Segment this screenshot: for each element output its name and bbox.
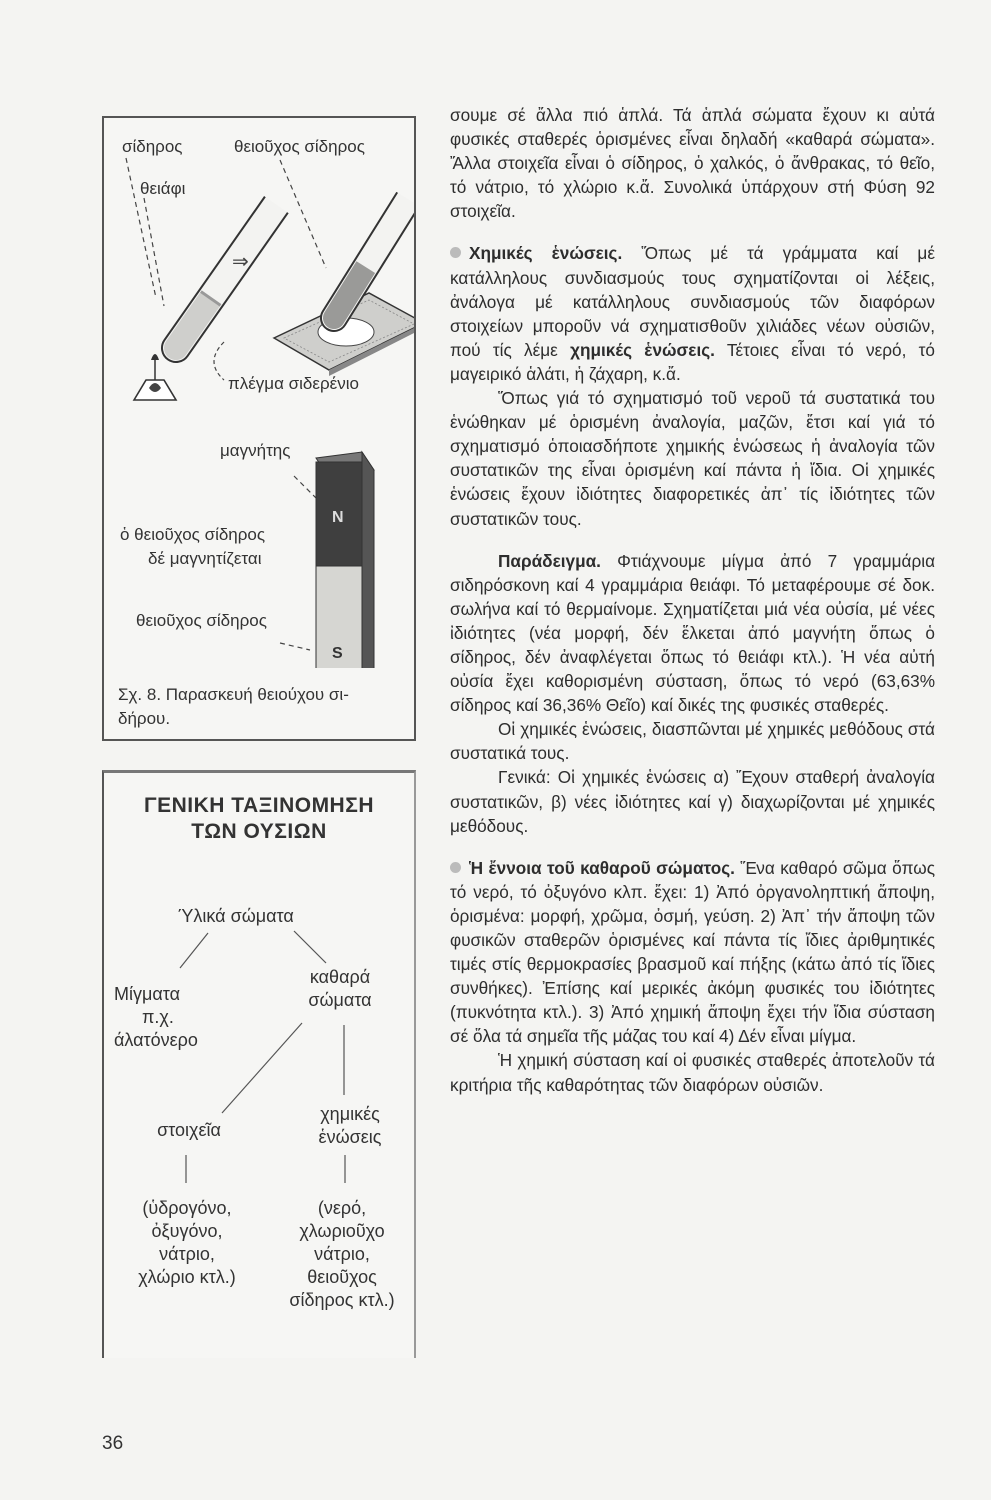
label-iron: σίδηρος [122, 137, 183, 156]
label-iron-sulfide-top: θειοῦχος σίδηρος [234, 137, 365, 156]
text-column [450, 103, 935, 1097]
elements-examples: (ὑδρογόνο, ὀξυγόνο, νάτριο, χλώριο κτλ.) [138, 1198, 236, 1287]
test-tube-illustration [104, 118, 414, 418]
heading-pure-body: Ἡ ἔννοια τοῦ καθαροῦ σώματος. [469, 857, 735, 878]
compounds-node: χημικές ἑνώσεις [318, 1104, 382, 1147]
label-not-magnetized-2: δέ μαγνητίζεται [148, 549, 262, 568]
bullet-icon [450, 247, 461, 258]
mixtures-node: Μίγματα π.χ. άλατόνερο [114, 984, 198, 1050]
pure-bodies-node: καθαρά σώματα [308, 967, 372, 1010]
figure-8-box [102, 116, 416, 741]
label-magnet: μαγνήτης [220, 441, 291, 460]
magnet-illustration [104, 428, 414, 668]
paragraph-general: Γενικά: Οἱ χημικές ἑνώσεις α) Ἔχουν σταθερή ἀναλογία συστατικῶν, β) νέες ἰδιότητες καί γ) διαχωρίζονται μέ χημικές μεθόδους. [450, 767, 935, 836]
label-not-magnetized-1: ὁ θειοῦχος σίδηρος [120, 525, 266, 544]
title-line-1: ΓΕΝΙΚΗ ΤΑΞΙΝΟΜΗΣΗ [143, 794, 374, 817]
paragraph-pure-body: Ἡ ἔννοια τοῦ καθαροῦ σώματος. Ἕνα καθαρό σῶμα ὅπως τό νερό, τό ὀξυγόνο κλπ. ἔχει: 1) Ἀπό ὀργανοληπτική ἄποψη, ὁρισμένα: μορφή, χρῶμα, ὀσμή, γεύση. 2) Ἀπ᾿ τήν ἄποψη τῶν φυσικῶν σταθερῶν ὁρισμένες καί πάντα τίς ἴδιες ἀριθμητικές τιμές στίς θερμοκρασίες βρασμοῦ καί πήξης (κάτω ἀπό τίς ἴδιες συνθήκες). Ἐπίσης καί μερικές ἀκόμη φυσικές του ἰδιότητες (πυκνότητα κτλ.). 3) Ἀπό χημική ἄποψη ἔχει τήν ἴδια σύσταση σέ ὅλα τά σημεῖα τῆς μάζας του καί 4) Δέν εἶναι μίγμα. [450, 857, 935, 1047]
paragraph-criteria: Ἡ χημική σύσταση καί οἱ φυσικές σταθερές ἀποτελοῦν τά κριτήρια τῆς καθαρότητας τῶν διαφόρων οὐσιῶν. [450, 1050, 935, 1095]
paragraph-compounds: Χημικές ἑνώσεις. Ὅπως μέ τά γράμματα καί μέ κατάλληλους συνδιασμούς τους σχηματίζονται οἱ λέξεις, ἀνάλογα μέ κατάλληλους συνδιασμούς τῶν διαφόρων στοιχείων μποροῦν νά σχηματισθοῦν χιλιάδες νέων οὐσιῶν, πού τίς λέμε χημικές ἑνώσεις. Τέτοιες εἶναι τό νερό, τό μαγειρικό ἁλάτι, ἡ ζάχαρη, κ.ἄ. [450, 243, 935, 384]
paragraph-decomposition: Οἱ χημικές ἑνώσεις, διασπῶνται μέ χημικές μεθόδους στά συστατικά τους. [450, 719, 935, 764]
title-line-2: ΤΩΝ ΟΥΣΙΩΝ [191, 820, 327, 843]
classification-box [102, 770, 416, 1358]
heading-compounds: Χημικές ἑνώσεις. [469, 243, 623, 264]
heat-arrow-icon: ⇒ [232, 249, 249, 273]
paragraph-example: Παράδειγμα. Φτιάχνουμε μίγμα ἀπό 7 γραμμάρια σιδηρόσκονη καί 4 γραμμάρια θειάφι. Τό μεταφέρουμε σέ δοκ. σωλήνα καί τό θερμαίνομε. Σχηματίζεται μιά νέα οὐσία, μέ νέες ἰδιότητες (νέα μορφή, δέν ἕλκεται ἀπό μαγνήτη ὅπως ὁ σίδηρος, δέν ἀναφλέγεται ὅπως τό θειάφι κτλ.). Ἡ νέα αὐτή οὐσία ἔχει καθορισμένη σύσταση, ὅπως τό νερό (63,63% σίδηρος καί 36,36% Θεῖο) καί δικές της φυσικές σταθερές. [450, 550, 935, 716]
heading-example: Παράδειγμα. [498, 550, 601, 571]
magnet-north-label: N [332, 509, 344, 526]
elements-node: στοιχεῖα [157, 1120, 221, 1140]
magnet-south-label: S [332, 645, 343, 662]
label-sulfur: θειάφι [140, 179, 186, 198]
figure-caption-line-2: δήρου. [118, 709, 171, 728]
figure-caption-line-1: Σχ. 8. Παρασκευή θειούχου σι- [118, 685, 349, 704]
root-material-bodies: Ύλικά σώματα [178, 906, 294, 926]
label-gauze: πλέγμα σιδερένιο [228, 374, 359, 393]
label-iron-sulfide-bottom: θειοῦχος σίδηρος [136, 611, 267, 630]
left-test-tube [157, 197, 288, 368]
bullet-icon [450, 862, 461, 873]
compounds-examples: (νερό, χλωριοῦχο νάτριο, θειοῦχος σίδηρος κτλ.) [289, 1198, 395, 1310]
page-number: 36 [102, 1433, 124, 1454]
paragraph-water-formation: Ὅπως γιά τό σχηματισμό τοῦ νεροῦ τά συστατικά του ἑνώθηκαν μέ ὁρισμένη ἀναλογία, μαζῶν, ἔτσι καί γιά τό σχηματισμό ὁποιασδήποτε χημικής ἑνώσεως ἡ ἀναλογία τῶν συστατικῶν της εἶναι ὁρισμένη καί πάντα ἡ ἴδια. Οἱ χημικές ἑνώσεις ἔχουν ἰδιότητες διαφορετικές ἀπ᾿ τίς ἰδιότητες τῶν συστατικῶν τους. [450, 388, 935, 529]
paragraph-simple-bodies: σουμε σέ ἄλλα πιό ἁπλά. Τά ἁπλά σώματα ἔχουν κι αὐτά φυσικές σταθερές ὁρισμένες εἶναι δηλαδή «καθαρά σώματα». Ἄλλα στοιχεῖα εἶναι ὁ σίδηρος, ὁ χαλκός, ὁ ἄνθρακας, τό θεῖο, τό νάτριο, τό χλώριο κ.ἄ. Συνολικά ὑπάρχουν στή Φύση 92 στοιχεῖα. [450, 105, 935, 222]
